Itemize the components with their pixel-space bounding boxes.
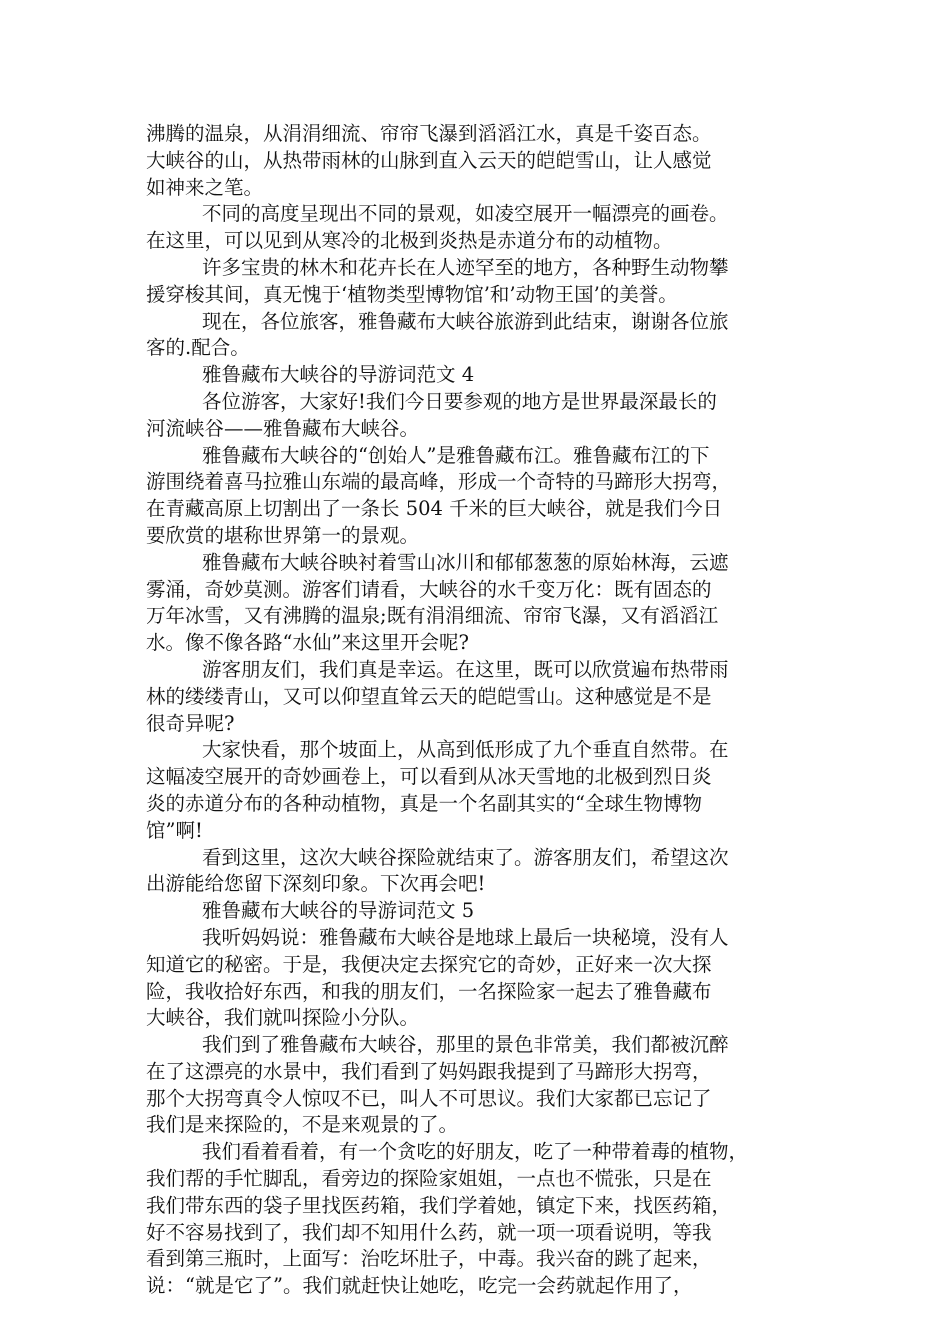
- text-line: 馆”啊!: [146, 818, 203, 842]
- text-line: 雅鲁藏布大峡谷的导游词范文 5: [202, 899, 475, 923]
- text-line: 这幅凌空展开的奇妙画卷上，可以看到从冰天雪地的北极到烈日炎: [146, 765, 712, 789]
- text-line: 游客朋友们，我们真是幸运。在这里，既可以欣赏遍布热带雨: [202, 657, 729, 681]
- text-line: 沸腾的温泉，从涓涓细流、帘帘飞瀑到滔滔江水，真是千姿百态。: [146, 122, 712, 145]
- text-line: 客的.配合。: [146, 336, 250, 360]
- text-line: 出游能给您留下深刻印象。下次再会吧!: [146, 872, 486, 896]
- text-line: 好不容易找到了，我们却不知用什么药，就一项一项看说明，等我: [146, 1220, 712, 1244]
- text-line: 如神来之笔。: [146, 175, 264, 199]
- document-page: [146, 121, 810, 1300]
- text-line: 知道它的秘密。于是，我便决定去探究它的奇妙，正好来一次大探: [146, 952, 712, 976]
- text-line: 大家快看，那个坡面上，从高到低形成了九个垂直自然带。在: [202, 738, 729, 762]
- text-line: 很奇异呢?: [146, 711, 235, 735]
- text-line: 在这里，可以见到从寒冷的北极到炎热是赤道分布的动植物。: [146, 229, 673, 253]
- text-line: 大峡谷，我们就叫探险小分队。: [146, 1006, 420, 1030]
- text-line: 看到这里，这次大峡谷探险就结束了。游客朋友们，希望这次: [202, 845, 729, 869]
- text-line: 雅鲁藏布大峡谷映衬着雪山冰川和郁郁葱葱的原始林海，云遮: [202, 550, 729, 574]
- text-line: 我们是来探险的，不是来观景的了。: [146, 1113, 459, 1137]
- text-line: 游围绕着喜马拉雅山东端的最高峰，形成一个奇特的马蹄形大拐弯，: [146, 470, 732, 494]
- text-line: 我听妈妈说：雅鲁藏布大峡谷是地球上最后一块秘境，没有人: [202, 925, 729, 949]
- text-line: 在青藏高原上切割出了一条长 504 千米的巨大峡谷，就是我们今日: [146, 497, 723, 521]
- text-line: 不同的高度呈现出不同的景观，如凌空展开一幅漂亮的画卷。: [202, 202, 729, 226]
- text-line: 水。像不像各路“水仙”来这里开会呢?: [146, 631, 469, 655]
- text-line: 我们帮的手忙脚乱，看旁边的探险家姐姐，一点也不慌张，只是在: [146, 1167, 712, 1191]
- text-line: 各位游客，大家好!我们今日要参观的地方是世界最深最长的: [202, 389, 717, 413]
- text-line: 许多宝贵的林木和花卉长在人迹罕至的地方，各种野生动物攀: [202, 255, 729, 279]
- text-line: 那个大拐弯真令人惊叹不已，叫人不可思议。我们大家都已忘记了: [146, 1086, 712, 1110]
- text-line: 现在，各位旅客，雅鲁藏布大峡谷旅游到此结束，谢谢各位旅: [202, 309, 729, 333]
- text-line: 援穿梭其间，真无愧于‘植物类型博物馆’和’动物王国’的美誉。: [146, 282, 678, 306]
- text-line: 我们到了雅鲁藏布大峡谷，那里的景色非常美，我们都被沉醉: [202, 1033, 729, 1057]
- text-line: 说：“就是它了”。我们就赶快让她吃，吃完一会药就起作用了，: [146, 1274, 693, 1298]
- text-line: 在了这漂亮的水景中，我们看到了妈妈跟我提到了马蹄形大拐弯，: [146, 1059, 712, 1083]
- text-line: 险，我收拾好东西，和我的朋友们，一名探险家一起去了雅鲁藏布: [146, 979, 712, 1003]
- text-line: 河流峡谷——雅鲁藏布大峡谷。: [146, 416, 420, 440]
- text-line: 雅鲁藏布大峡谷的“创始人”是雅鲁藏布江。雅鲁藏布江的下: [202, 443, 710, 467]
- text-line: 林的缕缕青山，又可以仰望直耸云天的皑皑雪山。这种感觉是不是: [146, 684, 712, 708]
- text-line: 炎的赤道分布的各种动植物，真是一个名副其实的“全球生物博物: [146, 791, 702, 815]
- text-line: 我们带东西的袋子里找医药箱，我们学着她，镇定下来，找医药箱，: [146, 1193, 732, 1217]
- text-line: 万年冰雪，又有沸腾的温泉;既有涓涓细流、帘帘飞瀑，又有滔滔江: [146, 604, 719, 628]
- text-line: 大峡谷的山，从热带雨林的山脉到直入云天的皑皑雪山，让人感觉: [146, 148, 712, 172]
- text-line: 雅鲁藏布大峡谷的导游词范文 4: [202, 363, 475, 387]
- text-line: 要欣赏的堪称世界第一的景观。: [146, 523, 420, 547]
- text-line: 雾涌，奇妙莫测。游客们请看，大峡谷的水千变万化：既有固态的: [146, 577, 712, 601]
- text-line: 看到第三瓶时，上面写：治吃坏肚子，中毒。我兴奋的跳了起来，: [146, 1247, 712, 1271]
- text-line: 我们看着看着，有一个贪吃的好朋友，吃了一种带着毒的植物，: [202, 1140, 749, 1164]
